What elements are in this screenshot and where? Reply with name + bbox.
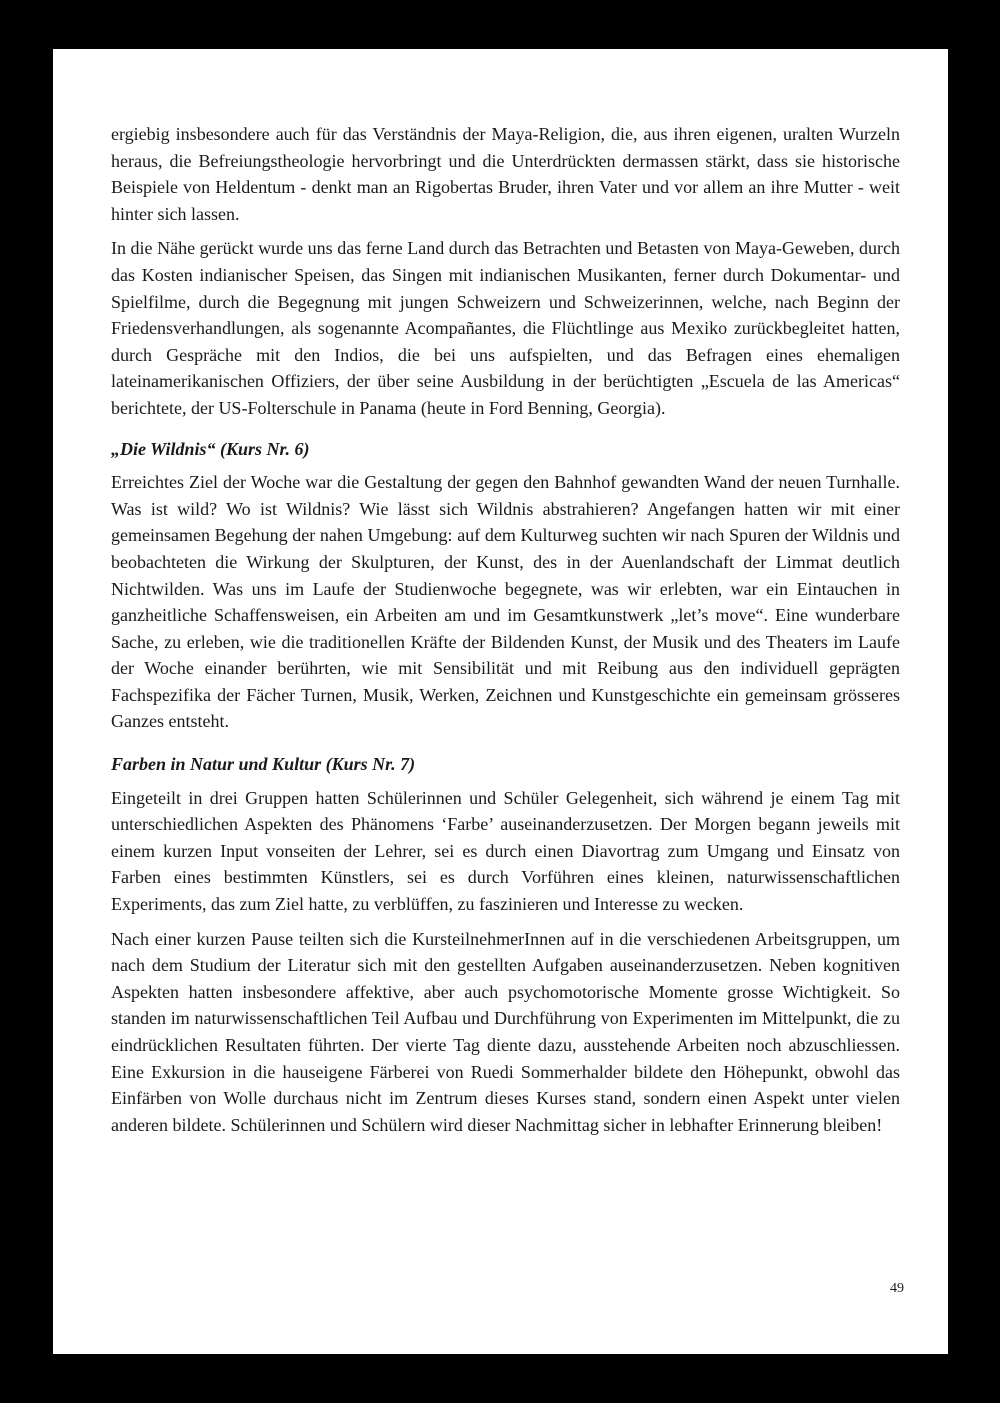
section-farben [111, 751, 900, 1138]
page-number: 49 [890, 1281, 904, 1296]
section-heading-farben: Farben in Natur und Kultur (Kurs Nr. 7) [111, 754, 416, 775]
section-heading-wildnis: „Die Wildnis“ (Kurs Nr. 6) [111, 438, 310, 459]
section-wildnis [111, 436, 900, 736]
section-wildnis-paragraph-1: Erreichtes Ziel der Woche war die Gestaltung der gegen den Bahnhof gewandten Wand der neuen Turnhalle. Was ist wild? Wo ist Wildnis? Wie lässt sich Wildnis abstrahieren? Angefangen hatten wir mit einer gemeinsamen Begehung der nahen Umgebung: auf dem Kulturweg suchten wir nach Spuren der Wildnis und beobachteten die Wirkung der Skulpturen, der Kunst, des in der Auenlandschaft der Limmat deutlich Nichtwilden. Was uns im Laufe der Studienwoche begegnete, was wir erlebten, war ein Eintauchen in ganzheitliche Schaffensweisen, ein Arbeiten am und im Gesamtkunstwerk „let’s move“. Eine wunderbare Sache, zu erleben, wie die traditionellen Kräfte der Bildenden Kunst, der Musik und des Theaters im Laufe der Woche einander berührten, wie mit Sensibilität und mit Reibung aus den individuell geprägten Fachspezifika der Fächer Turnen, Musik, Werken, Zeichnen und Kunstgeschichte ein gemeinsam grösseres Ganzes entsteht. [111, 472, 900, 732]
intro-paragraph-1: ergiebig insbesondere auch für das Verständnis der Maya-Religion, die, aus ihren eigenen, uralten Wurzeln heraus, die Befreiungstheologie hervorbringt und die Unterdrückten dermassen stärkt, dass sie historische Beispiele von Heldentum - denkt man an Rigobertas Bruder, ihren Vater und vor allem an ihre Mutter - weit hinter sich lassen. [111, 124, 900, 224]
section-farben-paragraph-2: Nach einer kurzen Pause teilten sich die KursteilnehmerInnen auf in die verschiedenen Arbeitsgruppen, um nach dem Studium der Literatur sich mit den gestellten Aufgaben auseinanderzusetzen. Neben kognitiven Aspekten hatten insbesondere affektive, aber auch psychomotorische Momente grosse Wichtigkeit. So standen im naturwissenschaftlichen Teil Aufbau und Durchführung von Experimenten im Mittelpunkt, die zu eindrücklichen Resultaten führten. Der vierte Tag diente dazu, ausstehende Arbeiten noch abzuschliessen. Eine Exkursion in die hauseigene Färberei von Ruedi Sommerhalder bildete den Höhepunkt, obwohl das Einfärben von Wolle durchaus nicht im Zentrum dieses Kurses stand, sondern einen Aspekt unter vielen anderen bildete. Schülerinnen und Schülern wird dieser Nachmittag sicher in lebhafter Erinnerung bleiben! [111, 928, 900, 1135]
page-content [111, 121, 900, 1138]
intro-paragraph-2: In die Nähe gerückt wurde uns das ferne Land durch das Betrachten und Betasten von Maya-Geweben, durch das Kosten indianischer Speisen, das Singen mit indianischen Musikanten, ferner durch Dokumentar- und Spielfilme, durch die Begegnung mit jungen Schweizern und Schweizerinnen, welche, nach Beginn der Friedensverhandlungen, als sogenannte Acompañantes, die Flüchtlinge aus Mexiko zurückbegleitet hatten, durch Gespräche mit den Indios, die bei uns aufspielten, und das Befragen eines ehemaligen lateinamerikanischen Offiziers, der über seine Ausbildung in der berüchtigten „Escuela de las Americas“ berichtete, der US-Folterschule in Panama (heute in Ford Benning, Georgia). [111, 238, 900, 418]
document-page [53, 49, 948, 1354]
section-farben-paragraph-1: Eingeteilt in drei Gruppen hatten Schülerinnen und Schüler Gelegenheit, sich während je einem Tag mit unterschiedlichen Aspekten des Phänomens ‘Farbe’ auseinanderzusetzen. Der Morgen begann jeweils mit einem kurzen Input vonseiten der Lehrer, sei es durch einen Diavortrag zum Umgang und Einsatz von Farben eines bestimmten Künstlers, sei es durch Vorführen eines kleinen, naturwissenschaftlichen Experiments, das zum Ziel hatte, zu verblüffen, zu faszinieren und Interesse zu wecken. [111, 787, 900, 915]
